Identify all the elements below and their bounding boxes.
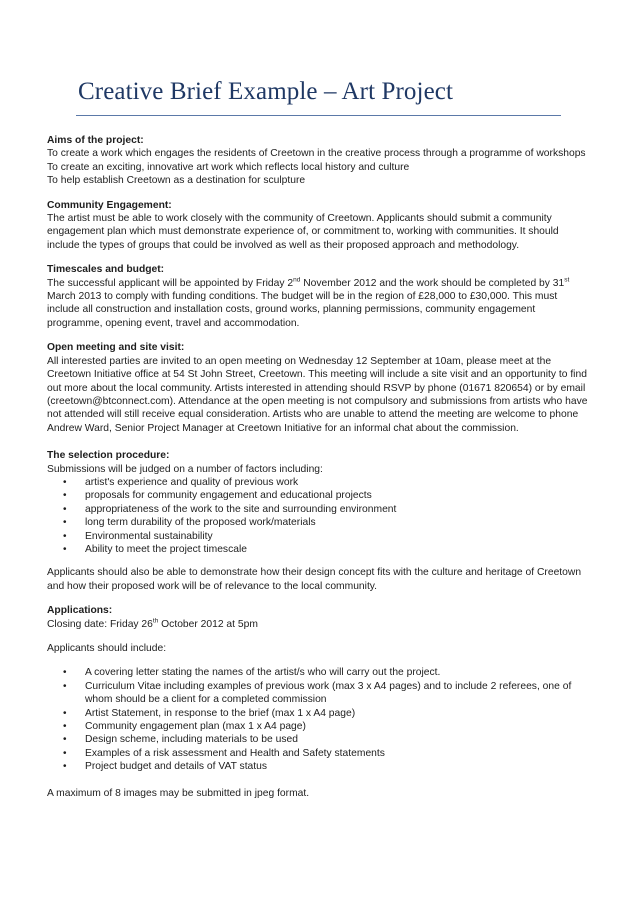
list-item	[63, 760, 592, 773]
list-item-text: artist's experience and quality of previous work	[85, 476, 299, 488]
list-item	[63, 543, 592, 556]
list-item-text: long term durability of the proposed work/materials	[85, 517, 316, 529]
aims-line: To create an exciting, innovative art work which reflects local history and culture	[47, 161, 410, 173]
list-item-text: Artist Statement, in response to the brief (max 1 x A4 page)	[85, 707, 356, 719]
ordinal-suffix: st	[564, 276, 570, 284]
spacer	[47, 556, 592, 566]
closing-date-part: October 2012 at 5pm	[158, 618, 258, 630]
list-item	[63, 707, 592, 720]
spacer	[47, 631, 592, 642]
timescales-text-part: March 2013 to comply with funding conditions. The budget will be in the region of £28,000 to £30,000. This must include all construction and installation costs, ground works, planning permissions, community engagement programme, opening event, travel and accommodation.	[47, 291, 558, 329]
aims-line: To create a work which engages the residents of Creetown in the creative process through a programme of workshops	[47, 148, 586, 160]
community-section	[47, 199, 592, 253]
aims-heading: Aims of the project:	[47, 135, 144, 146]
list-item-text: Project budget and details of VAT status	[85, 761, 268, 773]
bullet-icon: •	[63, 680, 67, 692]
list-item-text: Curriculum Vitae including examples of previous work (max 3 x A4 pages) and to include 2 referees, one of whom should be a client for a completed commission	[85, 680, 572, 706]
bullet-icon: •	[63, 517, 67, 529]
list-item	[63, 489, 592, 502]
list-item-text: Design scheme, including materials to be used	[85, 734, 298, 746]
aims-line: To help establish Creetown as a destination for sculpture	[47, 175, 306, 187]
bullet-icon: •	[63, 476, 67, 488]
timescales-heading: Timescales and budget:	[47, 264, 165, 276]
community-heading: Community Engagement:	[47, 199, 172, 211]
timescales-text-part: The successful applicant will be appointed by Friday 2	[47, 277, 294, 289]
closing-date-part: Closing date: Friday 26	[47, 618, 153, 630]
bullet-icon: •	[63, 761, 67, 773]
selection-after-text: Applicants should also be able to demonstrate how their design concept fits with the culture and heritage of Creetown and how their proposed work will be of relevance to the local community.	[47, 567, 582, 592]
bullet-icon: •	[63, 530, 67, 542]
document-body	[47, 134, 592, 811]
community-text: The artist must be able to work closely with the community of Creetown. Applicants should submit a community engagement plan which must demonstrate experience of, or commitment to, working with communities. It should include the types of groups that could be involved as well as their proposed approach and methodology.	[47, 213, 559, 251]
applications-section	[47, 604, 592, 800]
open-meeting-section	[47, 341, 592, 435]
list-item-text: A covering letter stating the names of the artist/s who will carry out the project.	[85, 667, 441, 679]
selection-intro: Submissions will be judged on a number of factors including:	[47, 463, 323, 475]
selection-heading: The selection procedure:	[47, 450, 170, 462]
bullet-icon: •	[63, 490, 67, 502]
bullet-icon: •	[63, 707, 67, 719]
bullet-icon: •	[63, 734, 67, 746]
spacer	[47, 655, 592, 666]
images-note: A maximum of 8 images may be submitted in jpeg format.	[47, 787, 310, 799]
bullet-icon: •	[63, 667, 67, 679]
open-meeting-heading: Open meeting and site visit:	[47, 342, 185, 354]
list-item-text: appropriateness of the work to the site and surrounding environment	[85, 503, 397, 515]
list-item-text: Community engagement plan (max 1 x A4 page)	[85, 721, 306, 733]
include-intro: Applicants should include:	[47, 643, 167, 654]
document-title: Creative Brief Example – Art Project	[78, 78, 454, 105]
bullet-icon: •	[63, 721, 67, 733]
list-item	[63, 476, 592, 489]
list-item	[63, 733, 592, 746]
list-item	[63, 720, 592, 733]
applications-heading: Applications:	[47, 605, 113, 617]
timescales-text-part: November 2012 and the work should be completed by 31	[300, 277, 565, 289]
bullet-icon: •	[63, 543, 67, 555]
list-item	[63, 516, 592, 529]
list-item	[63, 680, 592, 707]
list-item	[63, 747, 592, 760]
open-meeting-text: All interested parties are invited to an open meeting on Wednesday 12 September at 10am, please meet at the Creetown Initiative office at 54 St John Street, Creetown. This meeting will include a site visit and an opportunity to find out more about the local community. Artists interested in attending should RSVP by phone (01671 820654) or by email (creetown@btconnect.com). Attendance at the open meeting is not compulsory and submissions from artists who have not attended will still receive equal consideration. Artists who are unable to attend the meeting are welcome to phone Andrew Ward, Senior Project Manager at Creetown Initiative for an informal chat about the commission.	[47, 355, 588, 434]
list-item	[63, 666, 592, 679]
selection-section	[47, 449, 592, 593]
bullet-icon: •	[63, 503, 67, 515]
title-underline	[76, 115, 561, 116]
list-item	[63, 530, 592, 543]
timescales-text	[47, 277, 592, 331]
aims-section	[47, 134, 592, 188]
application-requirements-list	[47, 666, 592, 773]
bullet-icon: •	[63, 747, 67, 759]
list-item-text: Environmental sustainability	[85, 530, 213, 542]
ordinal-suffix: nd	[293, 276, 301, 284]
closing-date	[47, 618, 592, 631]
spacer	[47, 774, 592, 787]
list-item-text: proposals for community engagement and educational projects	[85, 490, 372, 502]
ordinal-suffix: th	[152, 617, 159, 625]
timescales-section	[47, 263, 592, 330]
selection-criteria-list	[47, 476, 592, 556]
list-item	[63, 503, 592, 516]
list-item-text: Ability to meet the project timescale	[85, 543, 247, 555]
list-item-text: Examples of a risk assessment and Health and Safety statements	[85, 747, 385, 759]
